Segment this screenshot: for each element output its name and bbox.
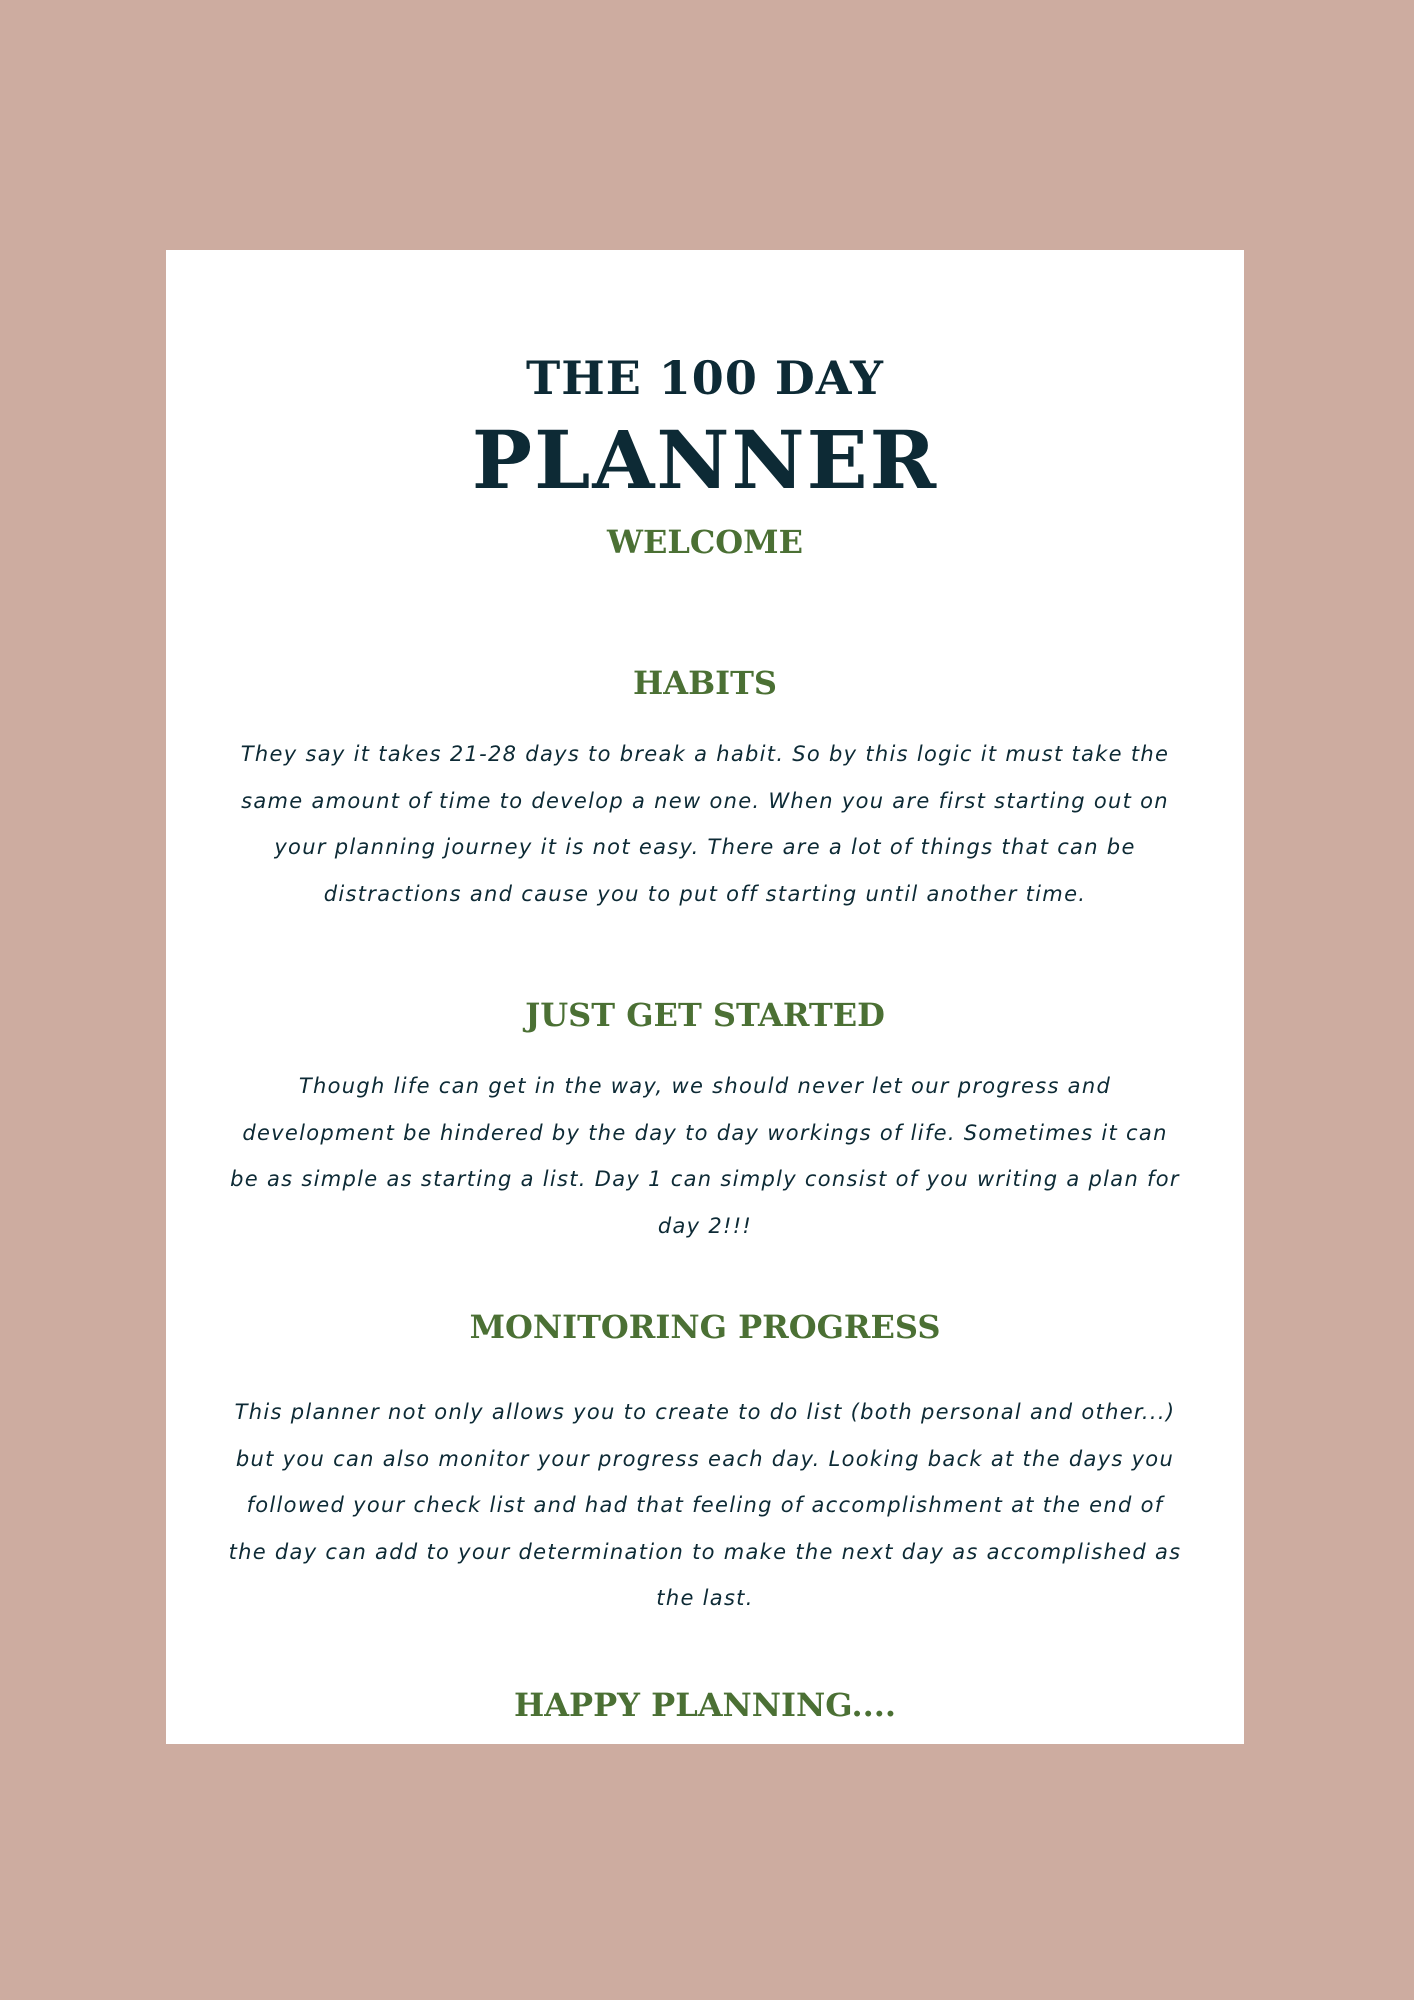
- monitoring-progress-heading: MONITORING PROGRESS: [469, 1308, 941, 1346]
- planner-title: PLANNER: [471, 413, 939, 507]
- just-get-started-paragraph: Though life can get in the way, we should never let our progress and development be hindered by the day to day workings of life. Sometimes it can be as simple as starting a list. Day 1 can simply consist of you writing a plan for day 2!!!: [230, 1074, 1180, 1238]
- welcome-heading: WELCOME: [607, 523, 803, 561]
- happy-planning-heading: HAPPY PLANNING....: [513, 1686, 897, 1724]
- page-card: [166, 250, 1244, 1744]
- habits-paragraph: They say it takes 21-28 days to break a habit. So by this logic it must take the same amount of time to develop a new one. When you are first starting out on your planning journey it is not easy. There are a lot of things that can be distractions and cause you to put off starting until another time.: [240, 742, 1170, 906]
- monitoring-progress-paragraph: This planner not only allows you to create to do list (both personal and other...) but you can also monitor your progress each day. Looking back at the days you followed your check list and had that feeling of accomplishment at the end of the day can add to your determination to make the next day as accomplished as the last.: [228, 1400, 1182, 1610]
- planner-subtitle: THE 100 DAY: [526, 351, 884, 405]
- just-get-started-heading: JUST GET STARTED: [525, 996, 885, 1034]
- habits-heading: HABITS: [633, 664, 777, 702]
